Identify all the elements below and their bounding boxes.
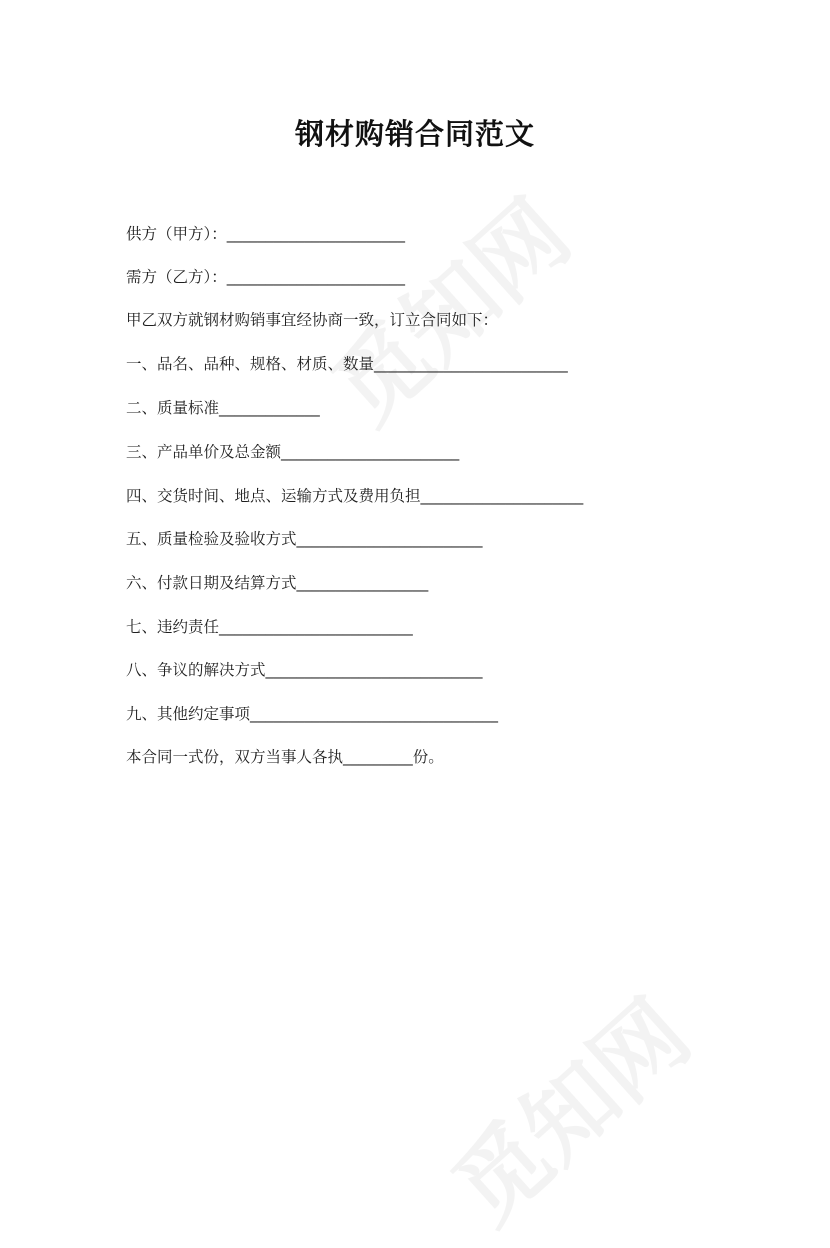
- supplier-line: 供方（甲方）：_______________________: [126, 225, 406, 243]
- clause-9: 九、其他约定事项________________________________: [126, 705, 499, 723]
- clause-8: 八、争议的解决方式____________________________: [126, 661, 483, 679]
- clause-7: 七、违约责任_________________________: [126, 618, 413, 636]
- clause-1: 一、品名、品种、规格、材质、数量_________________________: [126, 355, 568, 373]
- watermark-bottom: [420, 965, 713, 1248]
- clause-5: 五、质量检验及验收方式________________________: [126, 530, 483, 548]
- preamble-line: 甲乙双方就钢材购销事宜经协商一致，订立合同如下：: [126, 311, 499, 329]
- copies-line: 本合同一式份，双方当事人各执_________份。: [126, 748, 444, 766]
- clause-2: 二、质量标准_____________: [126, 399, 320, 417]
- buyer-line: 需方（乙方）：_______________________: [126, 268, 406, 286]
- clause-4: 四、交货时间、地点、运输方式及费用负担_____________________: [126, 487, 584, 505]
- clause-6: 六、付款日期及结算方式_________________: [126, 574, 429, 592]
- clause-3: 三、产品单价及总金额_______________________: [126, 443, 460, 461]
- watermark: [300, 165, 593, 448]
- document-title: 钢材购销合同范文: [294, 117, 535, 151]
